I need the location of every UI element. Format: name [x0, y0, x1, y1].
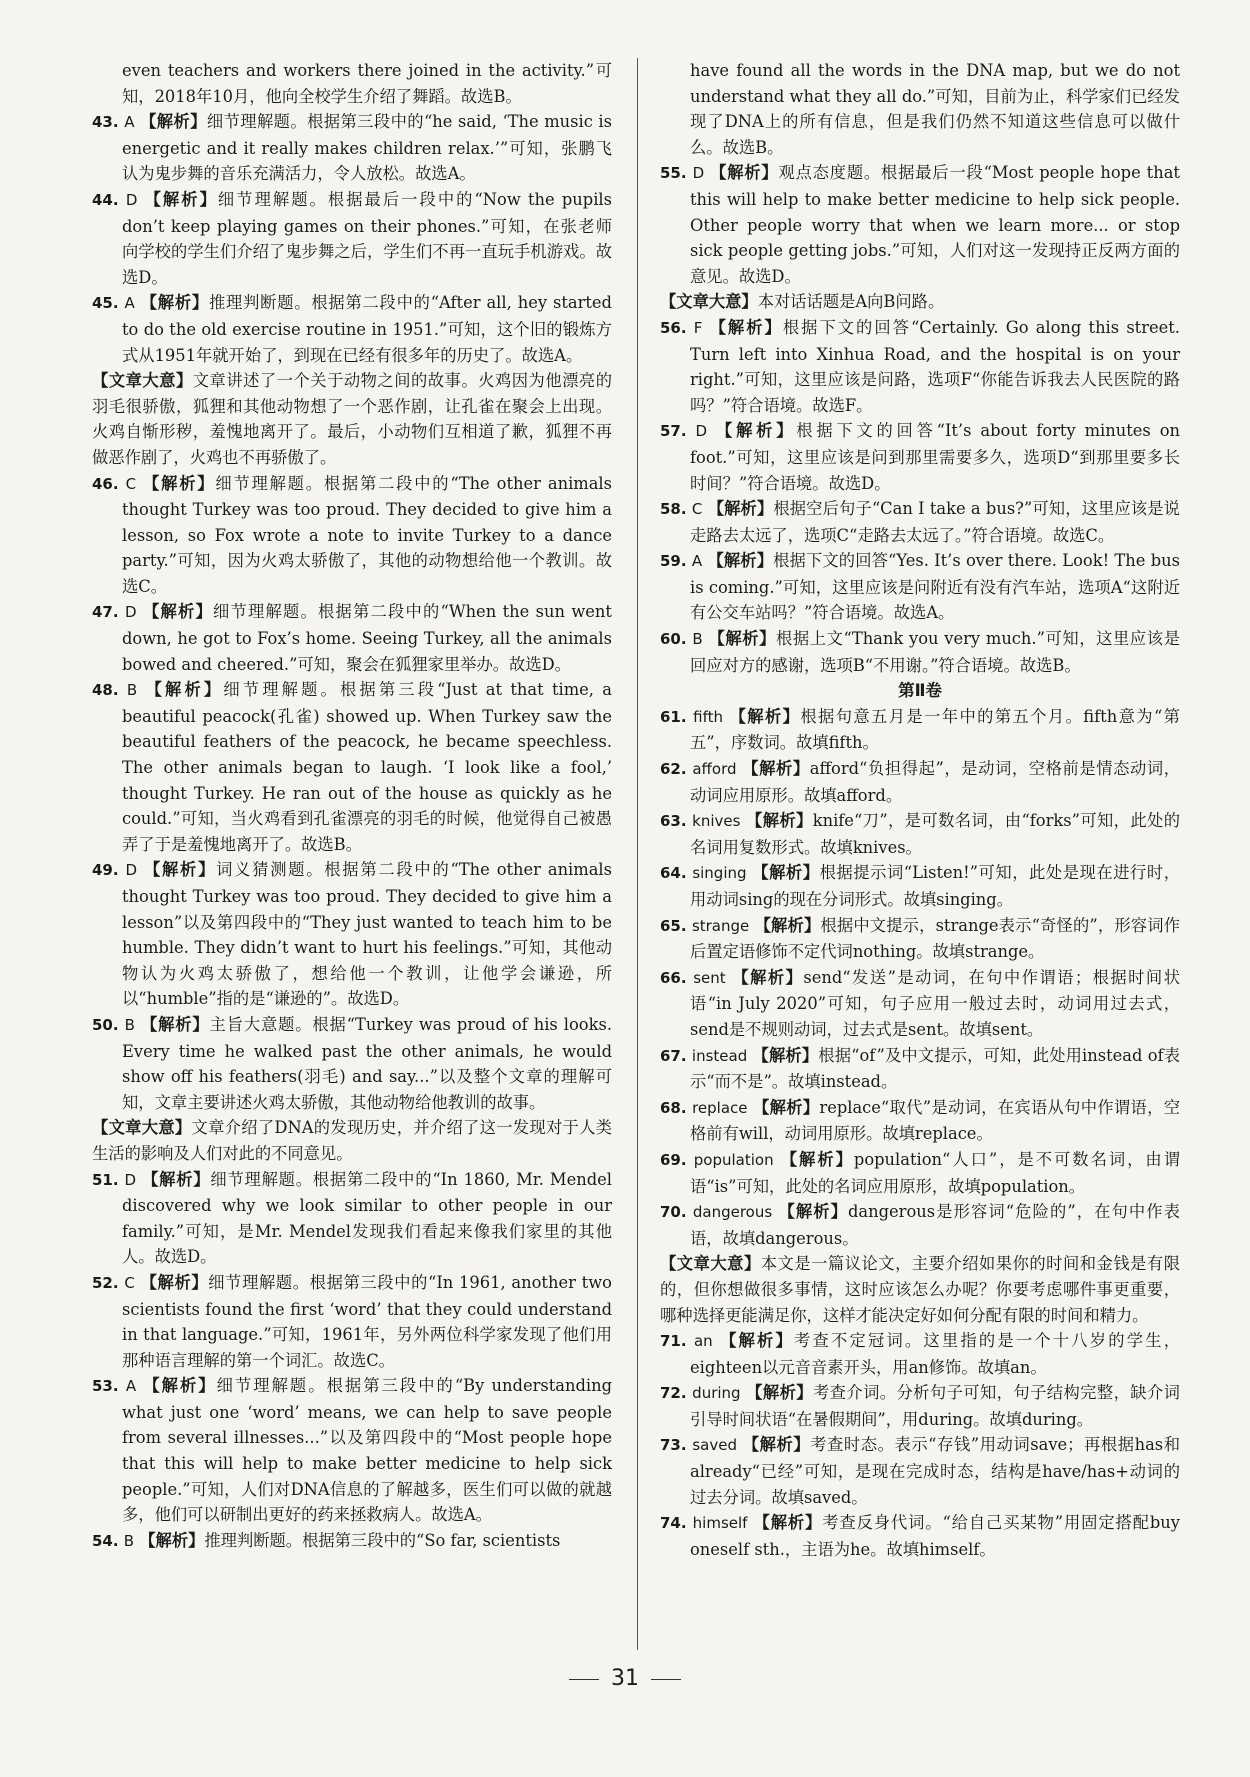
section-title: 第Ⅱ卷 [898, 681, 942, 701]
question-number: 61. [660, 707, 687, 726]
analysis-tag: 【解析】 [753, 1097, 820, 1117]
answer-key: A [124, 294, 135, 313]
answer-entry [660, 913, 1180, 965]
question-number: 45. [92, 294, 119, 313]
answer-entry [660, 704, 1180, 756]
question-number: 49. [92, 861, 119, 880]
question-number: 52. [92, 1273, 119, 1292]
analysis-tag: 【解析】 [746, 1383, 813, 1403]
explanation-text: 推理判断题。根据第二段中的“After all, hey started to do the old exercise routine in 1951.”可知，这个旧的锻炼方式从1951年就开始了，到现在已经有很多年的历史了。故选A。 [122, 293, 612, 365]
answer-entry [660, 1199, 1180, 1251]
analysis-tag: 【解析】 [144, 189, 218, 209]
answer-key: D [692, 164, 705, 183]
explanation-text: 根据下文的回答“Yes. It’s over there. Look! The bus is coming.”可知，这里应该是问附近有没有汽车站，选项A“这附近有公交车站吗？”符合语境。故选A。 [690, 551, 1180, 623]
explanation-text: even teachers and workers there joined in the activity.”可知，2018年10月，他向全校学生介绍了舞蹈。故选B。 [122, 61, 612, 106]
answer-entry [660, 548, 1180, 626]
explanation-text: replace“取代”是动词，在宾语从句中作谓语，空格前有will，动词用原形。故填replace。 [690, 1097, 1180, 1144]
footer-dash-right [651, 1679, 681, 1680]
right-column [660, 58, 1180, 1562]
question-number: 44. [92, 190, 119, 209]
answer-entry [660, 965, 1180, 1043]
column-divider [637, 58, 638, 1650]
summary-tag: 【文章大意】 [660, 1254, 761, 1274]
question-number: 68. [660, 1098, 687, 1117]
analysis-tag: 【解析】 [708, 629, 776, 649]
explanation-text: population“人口”，是不可数名词，由谓语“is”可知，此处的名词应用原形，故填population。 [690, 1149, 1180, 1196]
answer-key: fifth [693, 707, 724, 726]
question-number: 60. [660, 630, 687, 649]
analysis-tag: 【解析】 [716, 421, 797, 441]
question-number: 65. [660, 916, 687, 935]
answer-key: himself [692, 1514, 748, 1533]
analysis-tag: 【解析】 [140, 1272, 209, 1292]
analysis-tag: 【解析】 [709, 317, 783, 337]
answer-key: D [125, 190, 138, 209]
analysis-tag: 【解析】 [753, 1513, 823, 1533]
explanation-text: 主旨大意题。根据“Turkey was proud of his looks. Every time he walked past the other animals, he would show off his feathers(羽毛) and say...”以及整个文章的理解可知，文章主要讲述火鸡太骄傲，其他动物给他教训的故事。 [122, 1014, 612, 1112]
answer-key: A [691, 552, 703, 571]
explanation-text: 细节理解题。根据最后一段中的“Now the pupils don’t keep playing games on their phones.”可知，在张老师向学校的学生们介绍了鬼步舞之后，学生们不再一直玩手机游戏。故选D。 [122, 189, 612, 287]
explanation-text: 细节理解题。根据第三段中的“he said, ‘The music is energetic and it really makes children relax.’”可知，张鹏飞认为鬼步舞的音乐充满活力，令人放松。故选A。 [122, 112, 612, 184]
analysis-tag: 【解析】 [140, 293, 209, 313]
explanation-text: 细节理解题。根据第二段中的“When the sun went down, he got to Fox’s home. Seeing Turkey, all the animals bowed and cheered.”可知，聚会在狐狸家里举办。故选D。 [122, 602, 612, 674]
analysis-tag: 【解析】 [707, 499, 774, 519]
answer-key: C [125, 474, 137, 493]
article-summary [92, 1115, 612, 1166]
analysis-tag: 【解析】 [142, 1169, 211, 1189]
answer-entry [92, 677, 612, 857]
answer-entry [660, 1328, 1180, 1380]
question-number: 69. [660, 1150, 687, 1169]
analysis-tag: 【解析】 [746, 811, 813, 831]
explanation-text: 根据提示词“Listen!”可知，此处是现在进行时，用动词sing的现在分词形式。故填singing。 [690, 863, 1180, 909]
analysis-tag: 【解析】 [729, 706, 801, 726]
analysis-tag: 【解析】 [752, 1045, 819, 1065]
question-number: 74. [660, 1514, 687, 1533]
summary-text: 文章介绍了DNA的发现历史，并介绍了这一发现对于人类生活的影响及人们对此的不同意见。 [92, 1118, 612, 1163]
analysis-tag: 【解析】 [742, 759, 810, 779]
analysis-tag: 【解析】 [752, 863, 820, 883]
explanation-text: 考查时态。表示“存钱”用动词save；再根据has和already“已经”可知，是现在完成时态，结构是have/has+动词的过去分词。故填saved。 [690, 1435, 1180, 1507]
answer-key: B [692, 630, 703, 649]
answer-key: D [695, 422, 708, 441]
answer-entry [92, 290, 612, 368]
explanation-text: knife“刀”，是可数名词，由“forks”可知，此处的名词用复数形式。故填knives。 [690, 811, 1180, 857]
answer-entry [660, 1510, 1180, 1562]
explanation-text: 细节理解题。根据第三段中的“In 1961, another two scientists found the first ‘word’ that they could understand in that language.”可知，1961年，另外两位科学家发现了他们用那种语言理解的第一个词汇。故选C。 [122, 1272, 612, 1370]
answer-key: instead [691, 1046, 748, 1065]
analysis-tag: 【解析】 [780, 1149, 854, 1169]
answer-key: afford [692, 760, 737, 779]
answer-entry [92, 1373, 612, 1528]
answer-key: B [123, 1531, 135, 1550]
summary-text: 本对话话题是A向B问路。 [757, 292, 945, 312]
answer-key: D [124, 603, 137, 622]
answer-entry [92, 109, 612, 187]
question-number: 72. [660, 1384, 687, 1403]
analysis-tag: 【解析】 [140, 1014, 210, 1034]
answer-key: F [693, 318, 703, 337]
answer-entry [92, 1012, 612, 1115]
answer-entry [92, 1528, 612, 1555]
page-footer [0, 1666, 1250, 1691]
explanation-text: 根据下文的回答“Certainly. Go along this street. Turn left into Xinhua Road, and the hospital is on your right.”可知，这里应该是问路，选项F“你能告诉我去人民医院的路吗？”符合语境。故选F。 [690, 317, 1180, 415]
answer-entry [660, 808, 1180, 860]
explanation-text: 细节理解题。根据第三段中的“By understanding what just one ‘word’ means, we can help to save people from several illnesses...”以及第四段中的“Most people hope that this will help to make better medicine to help sick people.”可知，人们对DNA信息的了解越多，医生们可以做的就越多，他们可以研制出更好的药来拯救病人。故选A。 [122, 1376, 612, 1525]
article-summary [660, 289, 1180, 315]
answer-entry [660, 860, 1180, 912]
answer-key: C [124, 1273, 135, 1292]
question-number: 64. [660, 864, 687, 883]
explanation-text: 根据空后句子“Can I take a bus?”可知，这里应该是说走路去太远了，选项C“走路去太远了。”符合语境。故选C。 [690, 499, 1180, 545]
answer-key: A [125, 1377, 137, 1396]
explanation-text: 根据下文的回答“It’s about forty minutes on foot.”可知，这里应该是问到那里需要多久，选项D“到那里要多长时间？”符合语境。故选D。 [690, 421, 1180, 493]
analysis-tag: 【解析】 [707, 551, 774, 571]
explanation-text: dangerous是形容词“危险的”，在句中作表语，故填dangerous。 [690, 1202, 1180, 1248]
explanation-text: 根据上文“Thank you very much.”可知，这里应该是回应对方的感谢，选项B“不用谢。”符合语境。故选B。 [690, 629, 1180, 675]
page-number: 31 [611, 1666, 639, 1691]
question-number: 71. [660, 1332, 687, 1351]
analysis-tag: 【解析】 [145, 680, 224, 700]
question-number: 46. [92, 474, 119, 493]
answer-entry [660, 160, 1180, 289]
answer-entry [660, 418, 1180, 496]
question-number: 55. [660, 164, 687, 183]
answer-key: during [692, 1384, 741, 1403]
answer-key: saved [692, 1436, 737, 1455]
explanation-text: 观点态度题。根据最后一段“Most people hope that this will help to make better medicine to help sick people. Other people worry that when we learn more... or stop sick people getting jobs.”可知，人们对这一发现持正反两方面的意见。故选D。 [690, 163, 1180, 286]
answer-key: D [125, 861, 138, 880]
explanation-text: 根据“of”及中文提示，可知，此处用instead of表示“而不是”。故填instead。 [690, 1045, 1180, 1092]
question-number: 53. [92, 1377, 119, 1396]
continued-text [660, 58, 1180, 160]
analysis-tag: 【解析】 [143, 1376, 217, 1396]
analysis-tag: 【解析】 [143, 860, 217, 880]
question-number: 62. [660, 760, 687, 779]
left-column [92, 58, 612, 1554]
answer-key: singing [692, 864, 747, 883]
answer-entry [660, 496, 1180, 548]
analysis-tag: 【解析】 [140, 112, 207, 132]
analysis-tag: 【解析】 [143, 473, 216, 493]
question-number: 58. [660, 500, 687, 519]
question-number: 50. [92, 1015, 119, 1034]
explanation-text: 考查反身代词。“给自己买某物”用固定搭配buy oneself sth.，主语为he。故填himself。 [690, 1513, 1180, 1559]
explanation-text: 细节理解题。根据第三段“Just at that time, a beautiful peacock(孔雀) showed up. When Turkey saw the beautiful feathers of the peacock, he became speechless. The other animals began to laugh. ‘I look like a fool,’ thought Turkey. He ran out of the house as quickly as he could.”可知，当火鸡看到孔雀漂亮的羽毛的时候，他觉得自己被愚弄了于是羞愧地离开了。故选B。 [122, 680, 612, 854]
answer-entry [660, 1380, 1180, 1432]
explanation-text: have found all the words in the DNA map, but we do not understand what they all do.”可知，目前为止，科学家们已经发现了DNA上的所有信息，但是我们仍然不知道这些信息可以做什么。故选B。 [690, 61, 1180, 157]
question-number: 54. [92, 1531, 119, 1550]
answer-entry [660, 1147, 1180, 1199]
analysis-tag: 【解析】 [710, 163, 779, 183]
explanation-text: send“发送”是动词，在句中作谓语；根据时间状语“in July 2020”可知，句子应用一般过去时，动词用过去式，send是不规则动词，过去式是sent。故填sent。 [690, 967, 1180, 1039]
analysis-tag: 【解析】 [142, 602, 213, 622]
question-number: 57. [660, 422, 687, 441]
question-number: 48. [92, 681, 119, 700]
question-number: 63. [660, 812, 687, 831]
explanation-text: 细节理解题。根据第二段中的“In 1860, Mr. Mendel discovered why we look similar to other people in our family.”可知，是Mr. Mendel发现我们看起来像我们家里的其他人。故选D。 [122, 1169, 612, 1267]
question-number: 56. [660, 318, 687, 337]
question-number: 66. [660, 968, 687, 987]
analysis-tag: 【解析】 [754, 915, 821, 935]
answer-entry [660, 1095, 1180, 1147]
answer-key: D [124, 1170, 137, 1189]
question-number: 43. [92, 113, 119, 132]
explanation-text: 词义猜测题。根据第二段中的“The other animals thought Turkey was too proud. They decided to give him a lesson”以及第四段中的“They just wanted to teach him to be humble. They didn’t want to hurt his feelings.”可知，其他动物认为火鸡太骄傲了，想给他一个教训，让他学会谦逊，所以“humble”指的是“谦逊的”。故选D。 [122, 860, 612, 1009]
explanation-text: 考查介词。分析句子可知，句子结构完整，缺介词引导时间状语“在暑假期间”，用during。故填during。 [690, 1383, 1180, 1429]
answer-key: knives [692, 812, 741, 831]
question-number: 70. [660, 1203, 687, 1222]
answer-entry [660, 1043, 1180, 1095]
question-number: 67. [660, 1046, 687, 1065]
answer-key: dangerous [692, 1203, 773, 1222]
question-number: 59. [660, 552, 687, 571]
answer-key: replace [692, 1098, 748, 1117]
answer-entry [92, 187, 612, 290]
explanation-text: 考查不定冠词。这里指的是一个十八岁的学生，eighteen以元音音素开头，用an修饰。故填an。 [690, 1331, 1180, 1377]
article-summary [92, 368, 612, 470]
analysis-tag: 【解析】 [732, 967, 804, 987]
summary-tag: 【文章大意】 [92, 1118, 192, 1138]
article-summary [660, 1251, 1180, 1328]
summary-text: 本文是一篇议论文，主要介绍如果你的时间和金钱是有限的，但你想做很多事情，这时应该怎么办呢？你要考虑哪件事更重要，哪种选择更能满足你，这样才能决定好如何分配有限的时间和精力。 [660, 1254, 1180, 1325]
analysis-tag: 【解析】 [720, 1331, 795, 1351]
summary-tag: 【文章大意】 [92, 371, 193, 391]
analysis-tag: 【解析】 [778, 1202, 848, 1222]
explanation-text: 根据中文提示，strange表示“奇怪的”，形容词作后置定语修饰不定代词nothing。故填strange。 [690, 915, 1180, 962]
answer-entry [92, 857, 612, 1012]
answer-key: sent [693, 968, 726, 987]
answer-entry [660, 756, 1180, 808]
continued-text [92, 58, 612, 109]
answer-entry [92, 599, 612, 677]
analysis-tag: 【解析】 [139, 1530, 205, 1550]
answer-entry [660, 315, 1180, 418]
answer-key: population [693, 1150, 774, 1169]
answer-key: strange [691, 916, 750, 935]
answer-key: B [124, 1015, 135, 1034]
answer-key: an [693, 1332, 713, 1351]
summary-text: 文章讲述了一个关于动物之间的故事。火鸡因为他漂亮的羽毛很骄傲，狐狸和其他动物想了一个恶作剧，让孔雀在聚会上出现。火鸡自惭形秽，羞愧地离开了。最后，小动物们互相道了歉，狐狸不再做恶作剧了，火鸡也不再骄傲了。 [92, 371, 612, 467]
summary-tag: 【文章大意】 [660, 292, 758, 312]
answer-entry [92, 471, 612, 600]
question-number: 73. [660, 1436, 687, 1455]
answer-entry [660, 626, 1180, 678]
explanation-text: 根据句意五月是一年中的第五个月。fifth意为“第五”，序数词。故填fifth。 [690, 706, 1180, 753]
answer-entry [92, 1167, 612, 1270]
answer-key: A [124, 113, 135, 132]
footer-dash-left [569, 1679, 599, 1680]
explanation-text: afford“负担得起”，是动词，空格前是情态动词，动词应用原形。故填afford。 [690, 759, 1180, 805]
question-number: 47. [92, 603, 119, 622]
explanation-text: 细节理解题。根据第二段中的“The other animals thought Turkey was too proud. They decided to give him a lesson, so Fox wrote a note to invite Turkey to a dance party.”可知，因为火鸡太骄傲了，其他的动物想给他一个教训。故选C。 [122, 473, 612, 596]
explanation-text: 推理判断题。根据第三段中的“So far, scientists [204, 1530, 561, 1550]
question-number: 51. [92, 1170, 119, 1189]
answer-key: B [126, 681, 138, 700]
answer-entry [92, 1270, 612, 1373]
answer-entry [660, 1432, 1180, 1510]
answer-key: C [691, 500, 703, 519]
analysis-tag: 【解析】 [742, 1435, 811, 1455]
